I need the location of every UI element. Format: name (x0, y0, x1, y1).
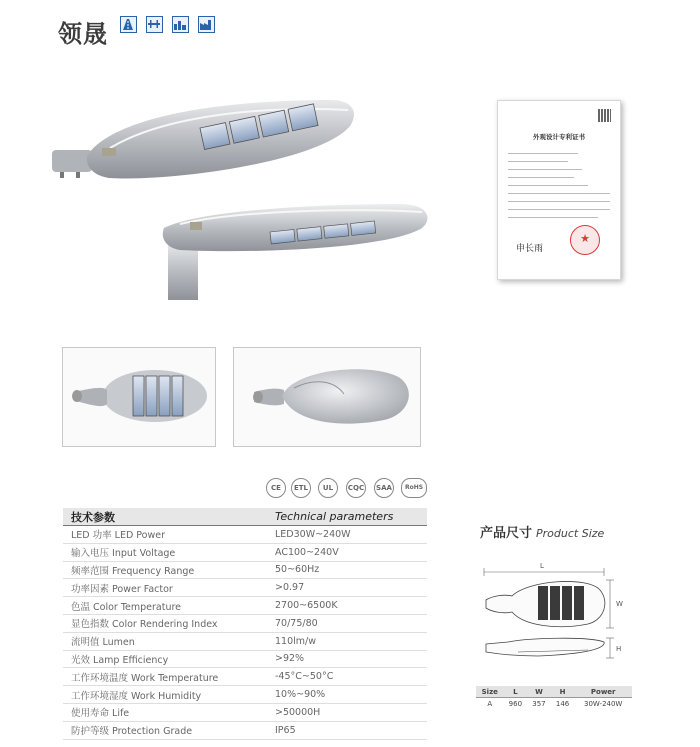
spec-value: AC100~240V (275, 546, 339, 558)
size-cell: A (487, 699, 493, 708)
spec-label: 防护等级 Protection Grade (71, 726, 193, 738)
table-row (63, 704, 427, 722)
spec-value: >92% (275, 653, 305, 665)
cert-text-line (508, 209, 610, 210)
spec-label: 功率因素 Power Factor (71, 583, 173, 595)
cert-text-line (508, 201, 610, 202)
product-title: 领晟 (58, 20, 108, 48)
cert-signature: 申长雨 (516, 244, 544, 254)
table-row (63, 579, 427, 597)
spec-value: 70/75/80 (275, 617, 318, 629)
etl-mark-icon: ETL (291, 478, 311, 498)
spec-value: 2700~6500K (275, 600, 338, 612)
cert-title: 外观设计专利证书 (533, 133, 585, 141)
spec-header-en: Technical parameters (275, 510, 394, 523)
spec-value: 10%~90% (275, 689, 326, 701)
patent-certificate (497, 100, 621, 280)
table-row (63, 615, 427, 633)
table-row (63, 526, 427, 544)
ul-mark-icon: UL (318, 478, 338, 498)
cert-text-line (508, 161, 568, 162)
spec-label: 光效 Lamp Efficiency (71, 654, 169, 666)
spec-table-header (63, 508, 427, 526)
factory-icon (198, 16, 215, 33)
size-header: H (551, 686, 575, 698)
thumbnail-bottom-view (62, 347, 216, 447)
ce-mark-icon: CE (266, 478, 286, 498)
cqc-mark-icon: CQC (346, 478, 366, 498)
table-row (63, 722, 427, 740)
spec-label: 频率范围 Frequency Range (71, 565, 195, 577)
spec-value: 110lm/w (275, 635, 316, 647)
spec-value: >0.97 (275, 582, 305, 594)
size-header: W (527, 686, 551, 698)
size-cell: 357 (532, 699, 546, 708)
spec-label: 流明值 Lumen (71, 637, 135, 649)
size-cell: 960 (508, 699, 523, 708)
spec-value: 50~60Hz (275, 564, 320, 576)
spec-label: 使用寿命 Life (71, 708, 130, 720)
product-size-title (480, 522, 604, 541)
size-header: L (504, 686, 528, 698)
size-table-header (476, 686, 632, 698)
dimension-drawing (478, 558, 634, 674)
table-row (63, 562, 427, 580)
table-row (63, 651, 427, 669)
table-row (63, 597, 427, 615)
spec-value: >50000H (275, 706, 321, 718)
rohs-mark-icon: RoHS (401, 478, 427, 498)
city-road-icon (172, 16, 189, 33)
product-size-title-en: Product Size (536, 527, 605, 540)
lamp-image-side-2 (160, 198, 435, 302)
table-row (63, 633, 427, 651)
product-size-title-cn: 产品尺寸 (480, 526, 533, 541)
cert-text-line (508, 153, 578, 154)
size-table (476, 686, 632, 709)
cert-text-line (508, 185, 588, 186)
dim-label-width: W (616, 600, 623, 608)
spec-header-cn: 技术参数 (71, 510, 115, 524)
qr-code-icon (598, 109, 611, 122)
table-row (63, 544, 427, 562)
spec-value: -45°C~50°C (275, 671, 334, 683)
spec-label: 工作环境湿度 Work Humidity (71, 690, 202, 702)
size-cell: 146 (555, 699, 570, 708)
cert-number (507, 111, 508, 115)
table-row (63, 668, 427, 686)
cert-text-line (508, 193, 610, 194)
cert-text-line (508, 217, 598, 218)
spec-label: 色温 Color Temperature (71, 601, 182, 613)
size-header: Power (574, 686, 632, 698)
spec-value: LED30W~240W (275, 528, 351, 540)
table-row (476, 698, 632, 710)
spec-label: 工作环境温度 Work Temperature (71, 672, 219, 684)
spec-table (63, 508, 427, 740)
spec-label: 输入电压 Input Voltage (71, 548, 176, 560)
dim-label-length: L (540, 562, 544, 570)
lamp-image-side-1 (50, 92, 360, 192)
size-header: Size (476, 686, 504, 698)
spec-label: 显色指数 Color Rendering Index (71, 619, 218, 631)
red-seal-icon (570, 225, 600, 255)
cert-text-line (508, 177, 574, 178)
cert-text-line (508, 169, 582, 170)
highway-icon (120, 16, 137, 33)
bridge-icon (146, 16, 163, 33)
size-cell: 30W-240W (584, 699, 623, 708)
thumbnail-top-view (233, 347, 421, 447)
saa-mark-icon: SAA (374, 478, 394, 498)
spec-value: IP65 (275, 724, 296, 736)
spec-label: LED 功率 LED Power (71, 530, 166, 542)
table-row (63, 686, 427, 704)
dim-label-height: H (616, 645, 622, 653)
cert-footer (498, 269, 620, 273)
